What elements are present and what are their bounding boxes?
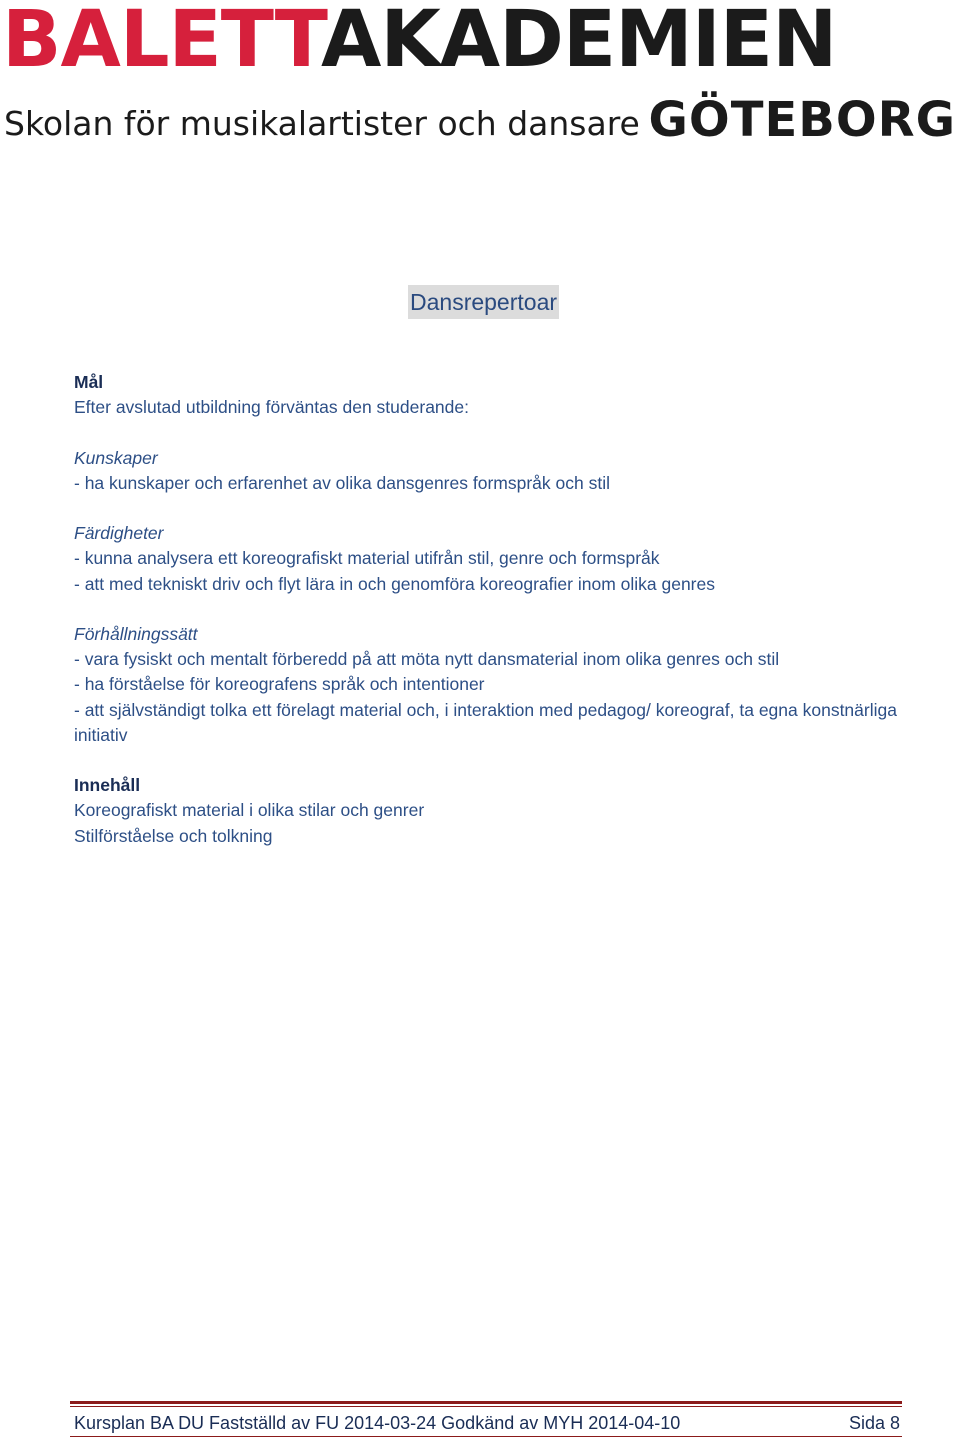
brand-logo-black: AKADEMIEN <box>320 0 837 85</box>
goal-intro: Efter avslutad utbildning förväntas den studerande: <box>74 397 469 418</box>
attitude-item: - vara fysiskt och mentalt förberedd på att möta nytt dansmaterial inom olika genres och stil <box>74 649 780 670</box>
knowledge-heading: Kunskaper <box>74 447 158 468</box>
footer-divider-thick <box>70 1401 902 1404</box>
footer-text: Kursplan BA DU Fastställd av FU 2014-03-24 Godkänd av MYH 2014-04-10 <box>74 1413 681 1433</box>
skills-item: - att med tekniskt driv och flyt lära in och genomföra koreografier inom olika genres <box>74 573 715 594</box>
page-header <box>0 0 960 150</box>
brand-logo <box>2 0 836 86</box>
attitude-item: - att självständigt tolka ett förelagt material och, i interaktion med pedagog/ koreograf, ta egna konstnärliga initiativ <box>74 699 897 745</box>
content-heading: Innehåll <box>74 775 141 796</box>
footer-divider-bottom <box>70 1436 902 1437</box>
footer-divider-thin <box>70 1406 902 1407</box>
skills-item: - kunna analysera ett koreografiskt material utifrån stil, genre och formspråk <box>74 548 660 569</box>
attitude-item: - ha förståelse för koreografens språk och intentioner <box>74 674 485 695</box>
goal-heading: Mål <box>74 372 104 392</box>
document-body <box>74 370 904 849</box>
brand-logo-red: BALETT <box>2 0 321 85</box>
attitude-heading: Förhållningssätt <box>74 623 198 644</box>
brand-tagline: Skolan för musikalartister och dansare <box>4 104 640 143</box>
knowledge-item: - ha kunskaper och erfarenhet av olika dansgenres formspråk och stil <box>74 472 610 493</box>
brand-city: GÖTEBORG <box>648 92 956 148</box>
content-item: Koreografiskt material i olika stilar och genrer <box>74 800 425 821</box>
document-title: Dansrepertoar <box>408 285 559 319</box>
content-item: Stilförståelse och tolkning <box>74 825 273 846</box>
page-number: Sida 8 <box>848 1413 900 1433</box>
skills-heading: Färdigheter <box>74 523 164 544</box>
